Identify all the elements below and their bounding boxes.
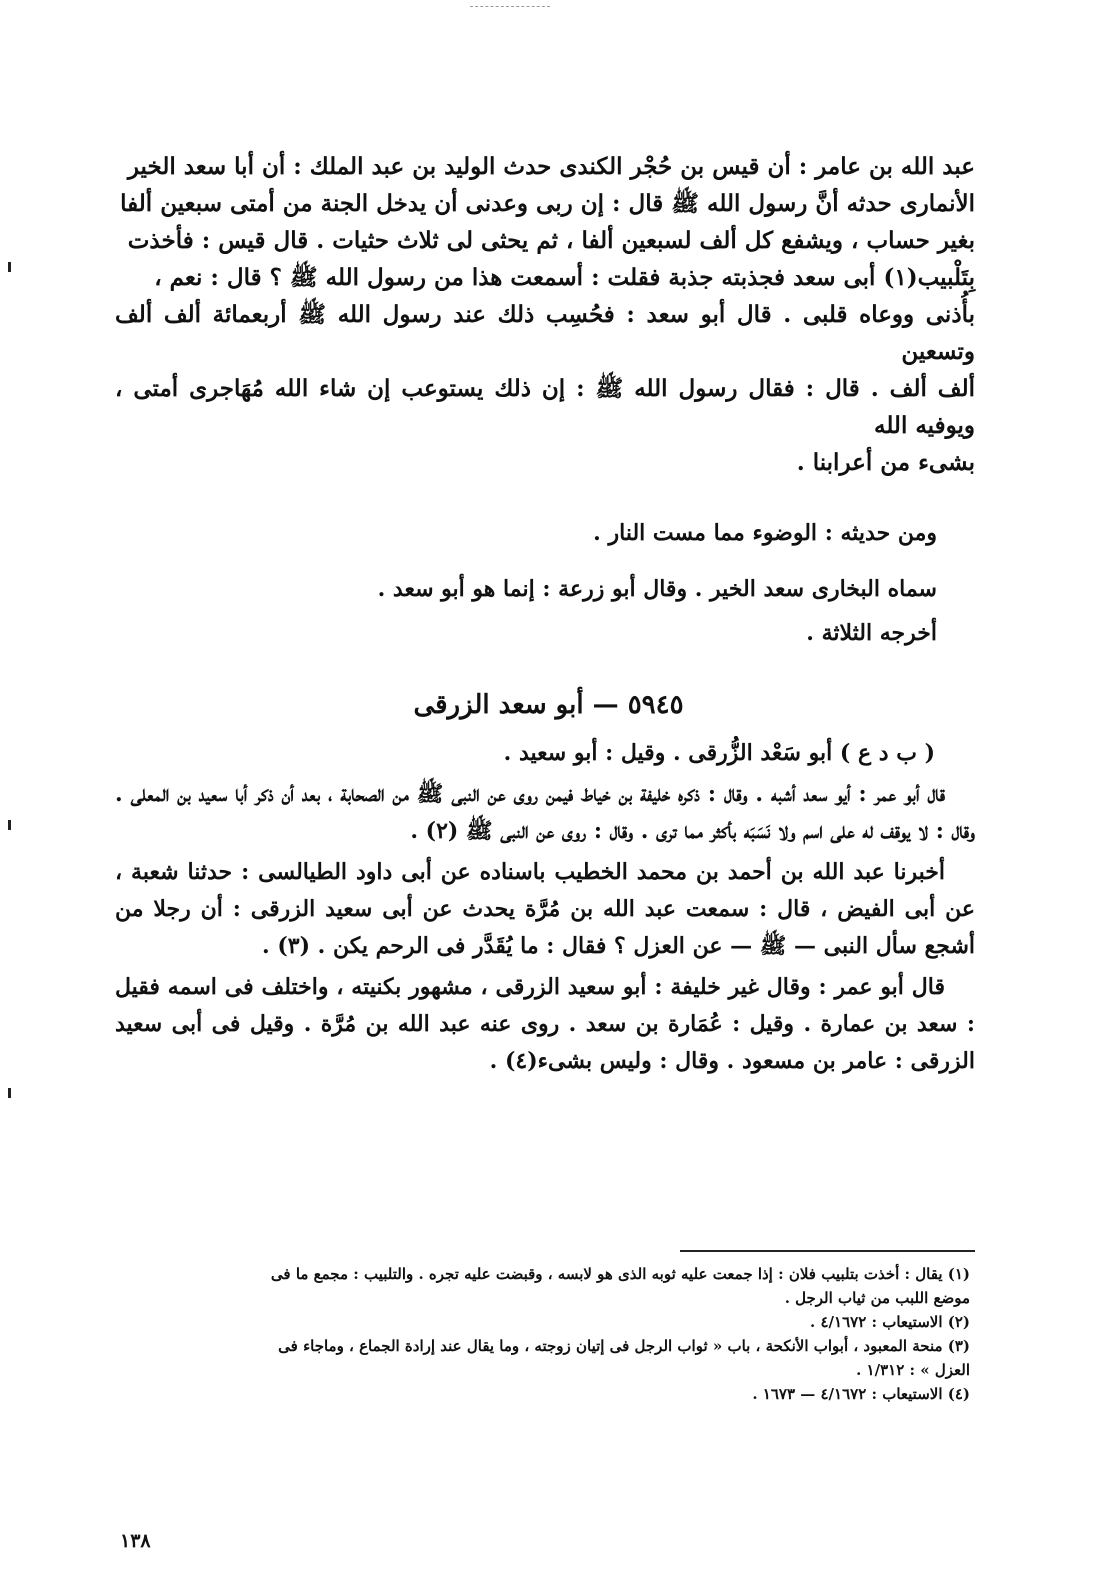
text-line: بأُذنى ووعاه قلبى . قال أبو سعد : فحُسِب ذلك عند رسول الله ﷺ أربعمائة ألف ألف وتسعين — [115, 301, 975, 365]
text-line: الأنمارى حدثه أنَّ رسول الله ﷺ قال : إن ربى وعدنى أن يدخل الجنة من أمتى سبعين ألفا — [120, 190, 975, 217]
edge-mark — [8, 1088, 11, 1098]
text-line: بِتَلْبيب(١) أبى سعد فجذبته جذبة فقلت : أسمعت هذا من رسول الله ﷺ ؟ قال : نعم ، — [154, 264, 975, 291]
entry-paragraph: أخبرنا عبد الله بن أحمد بن محمد الخطيب باسناده عن أبى داود الطيالسى : حدثنا شعبة ، عن أبى الفيض ، قال : سمعت عبد الله بن مُرَّة يحدث عن أبى سعيد الزرقى : أن رجلا من أشجع سأل النبى — ﷺ — عن العزل ؟ فقال : ما يُقَدَّر فى الرحم يكن . (٣) . — [115, 859, 975, 959]
main-paragraph — [115, 148, 975, 481]
text-line: عبد الله بن عامر : أن قيس بن حُجْر الكندى حدث الوليد بن عبد الملك : أن أبا سعد الخير — [127, 153, 975, 180]
bukhari-line: سماه البخارى سعد الخير . وقال أبو زرعة : إنما هو أبو سعد . — [377, 576, 937, 602]
footnote-line: (٣) منحة المعبود ، أبواب الأنكحة ، باب « ثواب الرجل فى إتيان زوجته ، وما يقال عند إرادة الجماع ، وماجاء فى — [278, 1337, 970, 1355]
edge-mark — [8, 262, 11, 272]
entry-paragraph: قال أبو عمر : أيو سعد أشبه . وقال : ذكره خليفة بن خياط فيمن روى عن النبى ﷺ من الصحابة ، بعد أن ذكر أبا سعيد بن المعلى . وقال : لا يوقف له على اسم ولا نَسَبَه بأكثر مما ترى . وقال : روى عن النبى ﷺ (٢) . — [115, 781, 975, 844]
footnotes — [115, 1262, 970, 1406]
akhrajahu-line: أخرجه الثلاثة . — [806, 620, 937, 646]
footnote-line: (٤) الاستيعاب : ٤/١٦٧٢ — ١٦٧٣ . — [752, 1385, 970, 1403]
top-rule — [470, 6, 550, 7]
entry-heading: ٥٩٤٥ — أبو سعد الزرقى — [413, 690, 684, 720]
edge-mark — [8, 820, 11, 830]
footnote-divider — [680, 1250, 975, 1252]
text-line: بغير حساب ، ويشفع كل ألف لسبعين ألفا ، ثم يحثى لى ثلاث حثيات . قال قيس : فأخذت — [127, 227, 975, 254]
hadith-line: ومن حديثه : الوضوء مما مست النار . — [593, 520, 937, 546]
text-line: بشىء من أعرابنا . — [796, 449, 975, 476]
footnote-line: موضع اللبب من ثياب الرجل . — [784, 1289, 970, 1307]
footnote-line: (١) يقال : أخذت بتلبيب فلان : إذا جمعت عليه ثوبه الذى هو لابسه ، وقبضت عليه تجره . والتلبيب : مجمع ما فى — [270, 1265, 970, 1283]
page-number: ١٣٨ — [120, 1530, 151, 1552]
entry-paragraph: قال أبو عمر : وقال غير خليفة : أبو سعيد الزرقى ، مشهور بكنيته ، واختلف فى اسمه فقيل : سعد بن عمارة . وقيل : عُمَارة بن سعد . روى عنه عبد الله بن مُرَّة . وقيل فى أبى سعيد الزرقى : عامر بن مسعود . وقال : وليس بشىء(٤) . — [115, 974, 975, 1074]
entry-intro: ( ب د ع ) أبو سَعْد الزُّرقى . وقيل : أبو سعيد . — [503, 740, 935, 766]
footnote-line: العزل » : ١/٣١٢ . — [856, 1361, 970, 1379]
text-line: ألف ألف . قال : فقال رسول الله ﷺ : إن ذلك يستوعب إن شاء الله مُهَاجرى أمتى ، ويوفيه الله — [115, 375, 975, 439]
footnote-line: (٢) الاستيعاب : ٤/١٦٧٢ . — [810, 1313, 970, 1331]
entry-body — [115, 735, 975, 1084]
